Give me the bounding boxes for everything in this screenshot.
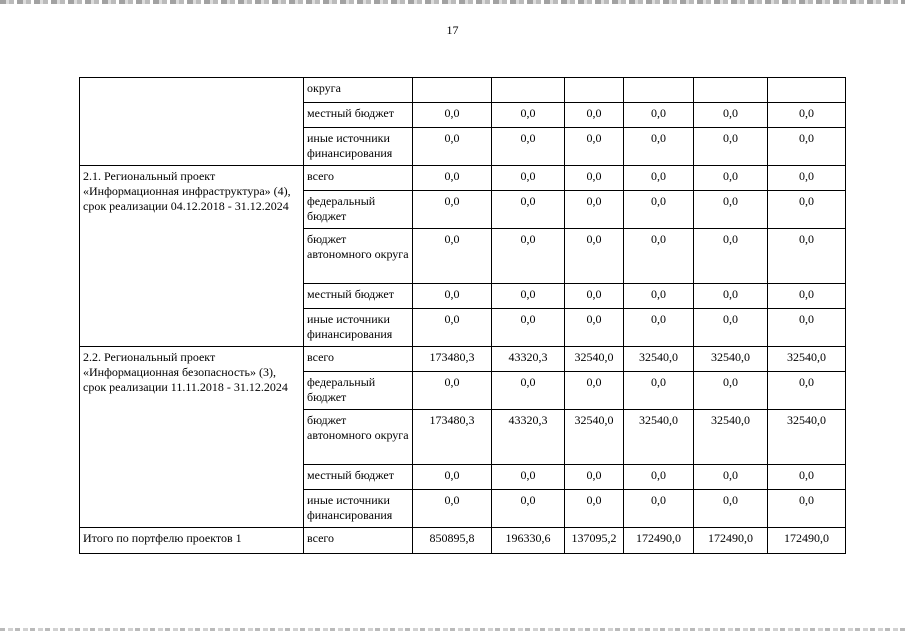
budget-table: [79, 77, 846, 554]
amount-cell: 0,0: [565, 229, 624, 284]
amount-cell: 0,0: [694, 229, 768, 284]
amount-cell: 0,0: [413, 372, 492, 410]
amount-cell: 43320,3: [492, 410, 565, 465]
amount-cell: 0,0: [413, 465, 492, 490]
project-name-cell: 2.2. Региональный проект «Информационная безопасность» (3), срок реализации 11.11.2018 - 31.12.2024: [80, 347, 304, 528]
amount-cell: [694, 78, 768, 103]
funding-source-cell: иные источники финансирования: [304, 128, 413, 166]
amount-cell: 0,0: [768, 191, 846, 229]
table-row: [80, 166, 846, 191]
table-row: [80, 78, 846, 103]
amount-cell: 0,0: [492, 229, 565, 284]
amount-cell: 0,0: [624, 191, 694, 229]
total-amount-cell: 850895,8: [413, 528, 492, 554]
funding-source-cell: местный бюджет: [304, 465, 413, 490]
amount-cell: 0,0: [624, 372, 694, 410]
amount-cell: 32540,0: [768, 410, 846, 465]
amount-cell: 0,0: [624, 284, 694, 309]
amount-cell: 0,0: [768, 166, 846, 191]
table-row: [80, 347, 846, 372]
amount-cell: 0,0: [413, 166, 492, 191]
amount-cell: 0,0: [413, 191, 492, 229]
amount-cell: 0,0: [413, 103, 492, 128]
amount-cell: [624, 78, 694, 103]
page-number: 17: [446, 23, 459, 37]
amount-cell: 0,0: [492, 284, 565, 309]
amount-cell: 32540,0: [694, 347, 768, 372]
amount-cell: 32540,0: [565, 347, 624, 372]
total-amount-cell: 137095,2: [565, 528, 624, 554]
amount-cell: 0,0: [492, 490, 565, 528]
funding-source-cell: иные источники финансирования: [304, 309, 413, 347]
funding-source-cell: бюджет автономного округа: [304, 229, 413, 284]
total-amount-cell: 196330,6: [492, 528, 565, 554]
amount-cell: 0,0: [565, 284, 624, 309]
funding-source-cell: федеральный бюджет: [304, 372, 413, 410]
amount-cell: 0,0: [768, 103, 846, 128]
funding-source-cell: местный бюджет: [304, 284, 413, 309]
amount-cell: 0,0: [492, 309, 565, 347]
amount-cell: [413, 78, 492, 103]
total-amount-cell: 172490,0: [624, 528, 694, 554]
amount-cell: 0,0: [492, 465, 565, 490]
amount-cell: 0,0: [694, 465, 768, 490]
amount-cell: 173480,3: [413, 347, 492, 372]
amount-cell: 0,0: [413, 284, 492, 309]
total-source-cell: всего: [304, 528, 413, 554]
amount-cell: 0,0: [565, 128, 624, 166]
amount-cell: 0,0: [565, 166, 624, 191]
amount-cell: 0,0: [413, 128, 492, 166]
amount-cell: 0,0: [768, 465, 846, 490]
amount-cell: 0,0: [413, 309, 492, 347]
amount-cell: 0,0: [492, 191, 565, 229]
amount-cell: 0,0: [565, 372, 624, 410]
amount-cell: 0,0: [768, 490, 846, 528]
total-amount-cell: 172490,0: [694, 528, 768, 554]
amount-cell: 173480,3: [413, 410, 492, 465]
amount-cell: 0,0: [694, 490, 768, 528]
amount-cell: 0,0: [565, 309, 624, 347]
budget-table-body: [80, 78, 846, 554]
funding-source-cell: всего: [304, 347, 413, 372]
scan-edge-bottom: [0, 628, 905, 631]
amount-cell: 32540,0: [624, 410, 694, 465]
amount-cell: 43320,3: [492, 347, 565, 372]
amount-cell: 32540,0: [565, 410, 624, 465]
amount-cell: 32540,0: [694, 410, 768, 465]
amount-cell: 32540,0: [624, 347, 694, 372]
amount-cell: 0,0: [492, 166, 565, 191]
funding-source-cell: местный бюджет: [304, 103, 413, 128]
amount-cell: 0,0: [768, 229, 846, 284]
amount-cell: 0,0: [768, 284, 846, 309]
amount-cell: 0,0: [624, 490, 694, 528]
amount-cell: 0,0: [492, 128, 565, 166]
funding-source-cell: бюджет автономного округа: [304, 410, 413, 465]
total-amount-cell: 172490,0: [768, 528, 846, 554]
amount-cell: 0,0: [492, 103, 565, 128]
amount-cell: 0,0: [565, 490, 624, 528]
amount-cell: 0,0: [694, 284, 768, 309]
funding-source-cell: федеральный бюджет: [304, 191, 413, 229]
amount-cell: 0,0: [624, 309, 694, 347]
amount-cell: 0,0: [768, 128, 846, 166]
amount-cell: 32540,0: [768, 347, 846, 372]
amount-cell: 0,0: [694, 103, 768, 128]
amount-cell: 0,0: [624, 103, 694, 128]
project-name-cell: 2.1. Региональный проект «Информационная инфраструктура» (4), срок реализации 04.12.2018 - 31.12.2024: [80, 166, 304, 347]
amount-cell: 0,0: [768, 309, 846, 347]
amount-cell: 0,0: [624, 229, 694, 284]
amount-cell: [768, 78, 846, 103]
amount-cell: 0,0: [694, 372, 768, 410]
amount-cell: 0,0: [768, 372, 846, 410]
project-name-cell: [80, 78, 304, 166]
total-label-cell: Итого по портфелю проектов 1: [80, 528, 304, 554]
total-row: [80, 528, 846, 554]
amount-cell: 0,0: [413, 229, 492, 284]
scan-edge-top: [0, 0, 905, 4]
amount-cell: 0,0: [694, 191, 768, 229]
amount-cell: 0,0: [694, 309, 768, 347]
amount-cell: 0,0: [624, 465, 694, 490]
amount-cell: 0,0: [694, 166, 768, 191]
funding-source-cell: округа: [304, 78, 413, 103]
amount-cell: 0,0: [624, 166, 694, 191]
amount-cell: 0,0: [624, 128, 694, 166]
funding-source-cell: всего: [304, 166, 413, 191]
funding-source-cell: иные источники финансирования: [304, 490, 413, 528]
amount-cell: 0,0: [565, 191, 624, 229]
amount-cell: [492, 78, 565, 103]
amount-cell: 0,0: [492, 372, 565, 410]
amount-cell: 0,0: [565, 465, 624, 490]
amount-cell: 0,0: [694, 128, 768, 166]
amount-cell: [565, 78, 624, 103]
amount-cell: 0,0: [413, 490, 492, 528]
amount-cell: 0,0: [565, 103, 624, 128]
